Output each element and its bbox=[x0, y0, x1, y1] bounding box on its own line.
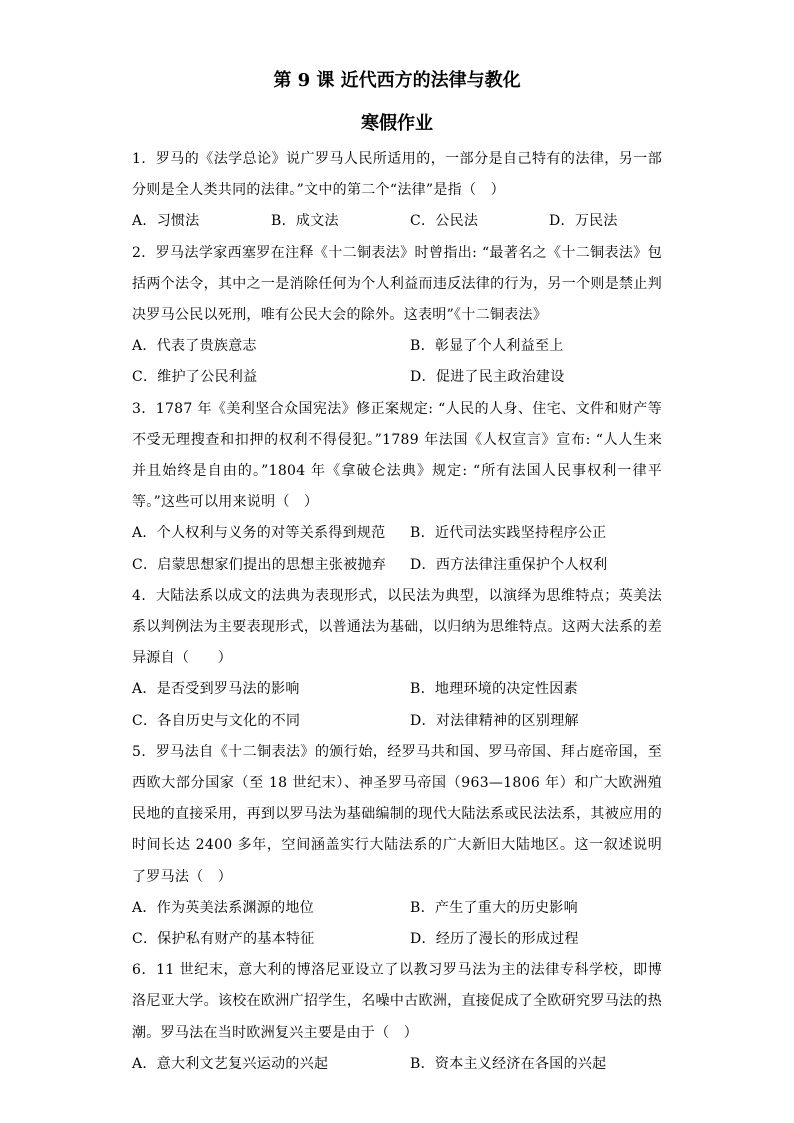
lesson-title: 第 9 课 近代西方的法律与教化 bbox=[273, 70, 521, 91]
option-a: A．习惯法 bbox=[132, 213, 200, 230]
question-stem: 4．大陆法系以成文的法典为表现形式，以民法为典型，以演绎为思维特点；英美法系以判例法为主要表现形式，以普通法为基础，以归纳为思维特点。这两大法系的差异源自（ ） bbox=[132, 587, 662, 667]
option-a: A．是否受到罗马法的影响 bbox=[132, 681, 300, 698]
option-b: B．彰显了个人利益至上 bbox=[410, 338, 564, 355]
question-stem: 1．罗马的《法学总论》说广罗马人民所适用的，一部分是自己特有的法律，另一部分则是全人类共同的法律。”文中的第二个“法律”是指（ ） bbox=[132, 151, 662, 199]
option-c: C．维护了公民利益 bbox=[132, 369, 258, 386]
option-d: D．对法律精神的区别理解 bbox=[410, 712, 579, 729]
option-b: B．成文法 bbox=[271, 213, 339, 230]
option-b: B．资本主义经济在各国的兴起 bbox=[410, 1055, 607, 1072]
question-stem: 2．罗马法学家西塞罗在注释《十二铜表法》时曾指出: “最著名之《十二铜表法》包括两个法令，其中之一是消除任何为个人利益而违反法律的行为，另一个则是禁止判决罗马公民以死刑，唯有公民大会的除外。这表明”《十二铜表法》 bbox=[132, 244, 662, 324]
option-c: C．保护私有财产的基本特征 bbox=[132, 931, 315, 948]
question-3 bbox=[132, 394, 662, 581]
option-d: D．西方法律注重保护个人权利 bbox=[410, 556, 608, 573]
document-page bbox=[132, 66, 662, 1080]
question-2 bbox=[132, 238, 662, 394]
option-list bbox=[132, 206, 662, 237]
option-b: B．产生了重大的历史影响 bbox=[410, 899, 578, 916]
option-d: D．促进了民主政治建设 bbox=[410, 369, 565, 386]
option-c: C．启蒙思想家们提出的思想主张被抛弃 bbox=[132, 556, 387, 573]
option-c: C．各自历史与文化的不同 bbox=[132, 712, 301, 729]
question-1 bbox=[132, 144, 662, 238]
option-b: B．地理环境的决定性因素 bbox=[410, 681, 578, 698]
option-b: B．近代司法实践坚持程序公正 bbox=[410, 525, 607, 542]
option-list bbox=[132, 1049, 662, 1080]
question-stem: 5．罗马法自《十二铜表法》的颁行始，经罗马共和国、罗马帝国、拜占庭帝国，至西欧大部分国家（至 18 世纪末）、神圣罗马帝国（963—1806 年）和广大欧洲殖民地的直接采用，再到以罗马法为基础编制的现代大陆法系或民法法系，其被应用的时间长达 2400 多年，空间涵盖实行大陆法系的广大新旧大陆地区。这一叙述说明了罗马法（ ） bbox=[132, 743, 662, 885]
option-list bbox=[132, 674, 662, 736]
homework-subtitle: 寒假作业 bbox=[361, 113, 433, 134]
option-a: A．代表了贵族意志 bbox=[132, 338, 257, 355]
question-4 bbox=[132, 581, 662, 737]
question-stem: 3．1787 年《美利坚合众国宪法》修正案规定: “人民的人身、住宅、文件和财产等不受无理搜查和扣押的权利不得侵犯。”1789 年法国《人权宣言》宣布: “人人生来并且始终是自由的。”1804 年《拿破仑法典》规定: “所有法国人民事权利一律平等。”这些可以用来说明（ ） bbox=[132, 400, 662, 511]
option-a: A．个人权利与义务的对等关系得到规范 bbox=[132, 525, 386, 542]
question-6 bbox=[132, 955, 662, 1080]
option-d: D．万民法 bbox=[549, 213, 618, 230]
option-a: A．意大利文艺复兴运动的兴起 bbox=[132, 1055, 329, 1072]
question-stem: 6．11 世纪末，意大利的博洛尼亚设立了以教习罗马法为主的法律专科学校，即博洛尼亚大学。该校在欧洲广招学生，名噪中古欧洲，直接促成了全欧研究罗马法的热潮。罗马法在当时欧洲复兴主要是由于（ ） bbox=[132, 962, 662, 1041]
option-list bbox=[132, 331, 662, 393]
option-list bbox=[132, 893, 662, 955]
option-a: A．作为英美法系渊源的地位 bbox=[132, 899, 315, 916]
option-c: C．公民法 bbox=[410, 213, 479, 230]
question-5 bbox=[132, 737, 662, 955]
option-list bbox=[132, 518, 662, 580]
option-d: D．经历了漫长的形成过程 bbox=[410, 931, 579, 948]
